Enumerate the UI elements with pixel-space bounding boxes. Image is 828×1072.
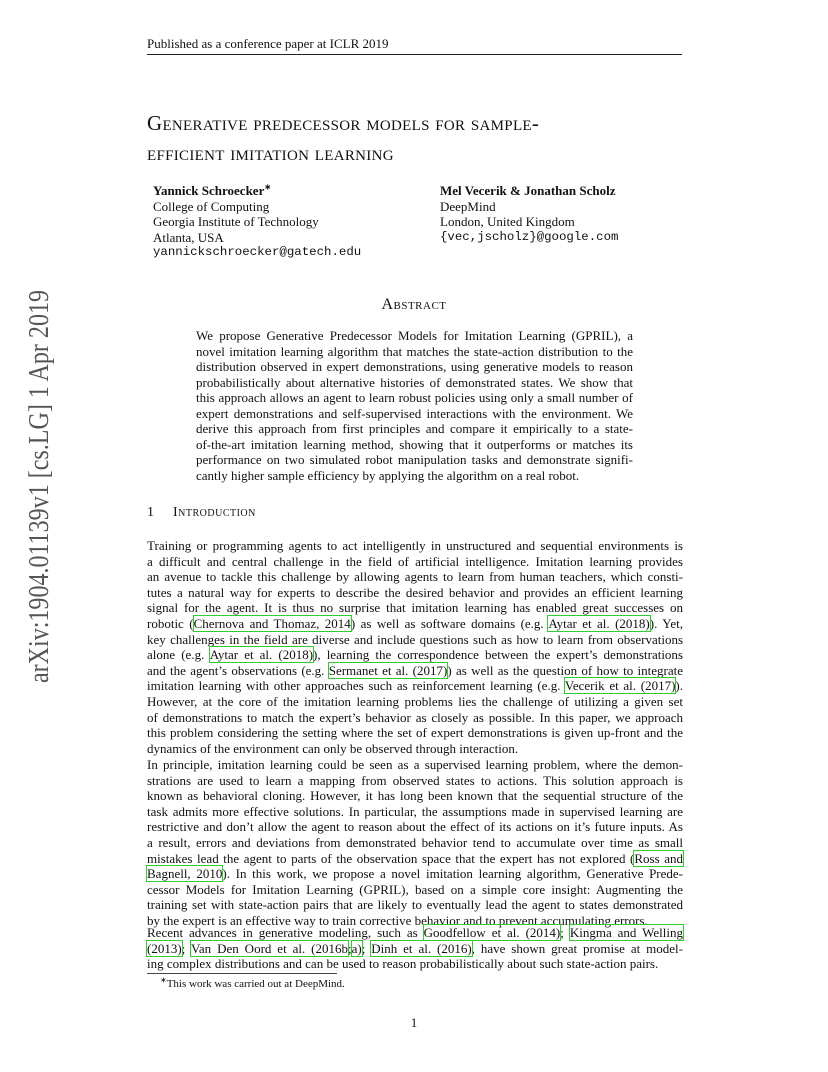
section-heading [147,505,256,521]
abstract-line: cantly higher sample efficiency by applying the algorithm on a real robot. [196,467,580,483]
author-affiliation-line: College of Computing [153,198,270,214]
citation-link[interactable]: Dinh et al. (2016) [371,940,472,956]
author-email-2[interactable]: {vec,jscholz}@google.com [440,229,619,244]
text-line: of demonstrations to match the expert’s behavior as closely as possible. In this paper, we approach [147,709,683,725]
text-line: key challenges in the field are diverse and include questions such as how to learn from observations [147,631,683,647]
text-line: a result, errors and deviations from demonstrated behavior tend to accumulate over time as small [147,834,683,850]
author-name-2: Mel Vecerik & Jonathan Scholz [440,183,616,198]
text-line: an avenue to tackle this challenge by allowing agents to learn from human teachers, which consti- [147,569,683,585]
text-line: known as behavioral cloning. However, it has long been known that the sequential structure of the [147,788,683,804]
abstract-line: novel imitation learning algorithm that matches the state-action distribution to the [196,343,633,359]
author-affiliation-line: Georgia Institute of Technology [153,214,319,229]
author-name-1: Yannick Schroecker∗ [153,182,272,198]
text-line: task admits more effective solutions. In particular, the assumptions made in supervised learning are [147,803,683,819]
text-line: mistakes lead the agent to parts of the observation space that the expert has not explored (Ross and [147,850,683,866]
title-line-1: Generative predecessor models for sample- [147,111,540,135]
footnote-rule [147,973,337,974]
title-line-2: efficient imitation learning [147,141,394,165]
text-line: this problem considering the setting where the set of expert demonstrations is given up-front and the [147,725,683,741]
section-number: 1 [147,505,155,520]
citation-link[interactable]: Van Den Oord et al. (2016b [190,940,348,956]
page-number: 1 [410,1015,418,1030]
text-line: by the expert is an effective way to train corrective behavior and to prevent accumulating errors. [147,912,648,928]
text-line: a difficult and central challenge in the field of artificial intelligence. Imitation learning provides [147,553,683,569]
text-line: strations are used to learn a mapping from observed states to actions. This solution approach is [147,772,683,788]
footnote-text: This work was carried out at DeepMind. [166,978,345,990]
abstract-line: We propose Generative Predecessor Models for Imitation Learning (GPRIL), a [196,328,633,343]
citation-link[interactable]: Kingma and Welling [569,925,683,940]
text-line: training set with state-action pairs that are likely to eventually lead the agent to states demonstrated [147,897,683,913]
text-line: (2013); Van Den Oord et al. (2016b;a); Dinh et al. (2016), have shown great promise at model- [147,940,683,956]
text-line: and the agent’s observations (e.g. Sermanet et al. (2017)) as well as the question of how to integrate [147,662,684,678]
text-line: dynamics of the environment can only be observed through interaction. [147,740,519,756]
text-line: Bagnell, 2010). In this work, we propose a novel imitation learning algorithm, Generative Prede- [147,866,684,882]
author-footnote-mark: ∗ [264,182,272,192]
abstract-heading: Abstract [381,296,447,313]
intro-paragraph-1 [147,538,683,756]
text-line: restrictive and don’t allow the agent to reason about the effect of its actions on it’s future inputs. As [147,819,683,835]
text-line: Training or programming agents to act intelligently in unstructured and sequential environments is [147,538,683,553]
text-line: ing complex distributions and can be used to reason probabilistically about such state-action pairs. [147,956,659,972]
abstract-line: distribution observed in expert demonstrations, using generative models to reason [196,359,633,374]
abstract-body [196,328,633,483]
abstract-line: this approach allows an agent to learn robust policies using only a small number of [196,390,633,405]
text-line: Recent advances in generative modeling, such as Goodfellow et al. (2014); Kingma and Welling [147,925,683,940]
text-line: signal for the agent. It is thus no surprise that imitation learning has enabled great successes on [147,600,683,616]
author-affiliation-line: Atlanta, USA [153,229,224,245]
arxiv-id: arXiv:1904.01139v1 [cs.LG] 1 Apr 2019 [24,217,55,683]
author-block-2 [440,183,618,245]
citation-link[interactable]: (2013) [147,940,182,956]
citation-link[interactable]: a) [351,940,362,956]
citation-link[interactable]: Goodfellow et al. (2014) [423,925,561,940]
arxiv-stamp [0,0,80,1072]
author-email-1[interactable]: yannickschroecker@gatech.edu [153,245,362,259]
text-line: In principle, imitation learning could be seen as a supervised learning problem, where the demon- [147,757,683,772]
text-line: alone (e.g. Aytar et al. (2018)), learning the correspondence between the expert’s demonstrations [147,647,683,663]
abstract-line: derive this approach from first principles and compare it empirically to a state- [196,421,633,436]
author-affiliation-line: DeepMind [440,198,496,214]
intro-paragraph-2 [147,757,683,929]
abstract-line: of-the-art imitation learning method, showing that it outperforms or matches its [196,436,633,452]
header-rule [147,54,682,55]
citation-link[interactable]: Sermanet et al. (2017) [328,662,448,678]
footnote-mark: ∗ [160,975,167,985]
paper-title [147,108,707,168]
citation-link[interactable]: Aytar et al. (2018) [548,615,650,631]
footnote [160,977,345,991]
text-line: tutes a natural way for experts to describe the desired behavior and provides an efficient learning [147,584,683,600]
abstract-line: probabilistically about alternative histories of demonstrated states. We show that [196,374,633,390]
author-affiliation-line: London, United Kingdom [440,214,575,229]
section-title: Introduction [173,505,256,520]
text-line: cessor Models for Imitation Learning (GPRIL), based on a simple core insight: Augmenting the [147,881,683,897]
running-header: Published as a conference paper at ICLR 2019 [147,36,389,51]
text-line: imitation learning with other approaches such as reinforcement learning (e.g. Vecerik et al. (2017)). [147,678,684,694]
intro-paragraph-3 [147,925,683,972]
citation-link[interactable]: Bagnell, 2010 [147,866,223,882]
citation-link[interactable]: Vecerik et al. (2017) [564,678,676,694]
text-line: However, at the core of the imitation learning problems lies the challenge of utilizing a given set [147,693,683,709]
abstract-line: performance on two simulated robot manipulation tasks and demonstrate signifi- [196,452,633,467]
citation-link[interactable]: Chernova and Thomaz, 2014 [193,615,351,631]
citation-link[interactable]: Ross and [634,850,683,866]
citation-link[interactable]: Aytar et al. (2018) [209,647,314,663]
abstract-line: expert demonstrations and self-supervised interactions with the environment. We [196,405,633,421]
author-block-1 [153,183,361,261]
text-line: robotic (Chernova and Thomaz, 2014) as well as software domains (e.g. Aytar et al. (2018)). Yet, [147,615,684,631]
